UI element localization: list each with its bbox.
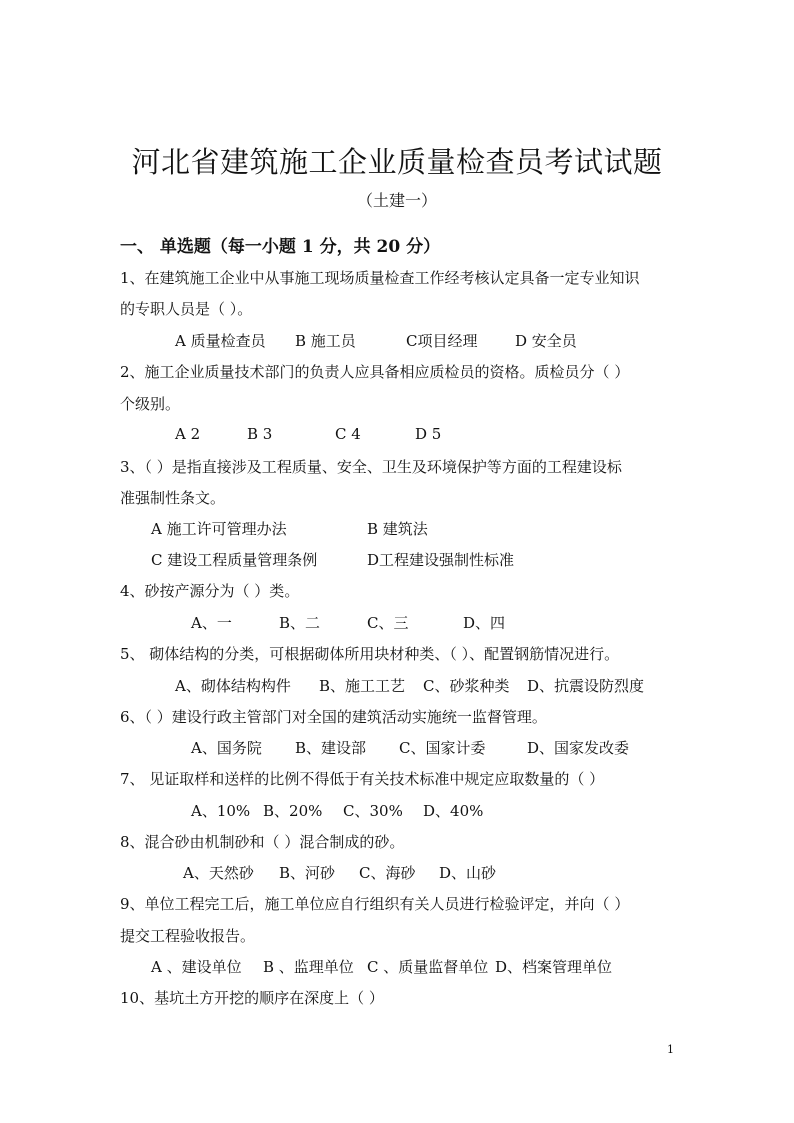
question-3-line-2: 准强制性条文。	[120, 489, 226, 507]
section-heading: 一、 单选题（每一小题 1 分，共 20 分）	[120, 237, 441, 257]
question-4-option-d: D、四	[463, 614, 506, 632]
question-1-option-a: A 质量检查员	[175, 332, 266, 350]
question-9-option-b: B 、监理单位	[263, 958, 354, 976]
question-7-line-1: 7、 见证取样和送样的比例不得低于有关技术标准中规定应取数量的（ ）	[120, 770, 605, 788]
question-4-option-b: B、二	[279, 614, 321, 632]
question-10-line-1: 10、基坑土方开挖的顺序在深度上（ ）	[120, 989, 384, 1007]
question-1-option-d: D 安全员	[515, 332, 577, 350]
question-6-option-a: A、国务院	[191, 739, 262, 757]
question-2-option-a: A 2	[175, 425, 201, 443]
question-9-line-2: 提交工程验收报告。	[120, 927, 256, 945]
question-5-option-a: A、砌体结构构件	[175, 677, 291, 695]
question-6-line-1: 6、（ ）建设行政主管部门对全国的建筑活动实施统一监督管理。	[120, 708, 547, 726]
question-3-line-1: 3、（ ）是指直接涉及工程质量、安全、卫生及环境保护等方面的工程建设标	[120, 458, 622, 476]
question-6-option-d: D、国家发改委	[527, 739, 630, 757]
page-title: 河北省建筑施工企业质量检查员考试试题	[131, 145, 663, 179]
question-3-option-c: C 建设工程质量管理条例	[151, 551, 318, 569]
question-7-option-a: A、10%	[191, 802, 251, 820]
question-5-option-d: D、抗震设防烈度	[527, 677, 645, 695]
question-3-option-a: A 施工许可管理办法	[151, 520, 287, 538]
question-9-option-a: A 、建设单位	[151, 958, 242, 976]
question-2-option-d: D 5	[415, 425, 442, 443]
question-1-option-b: B 施工员	[295, 332, 356, 350]
question-8-line-1: 8、混合砂由机制砂和（ ）混合制成的砂。	[120, 833, 405, 851]
question-3-option-b: B 建筑法	[367, 520, 428, 538]
question-2-line-1: 2、施工企业质量技术部门的负责人应具备相应质检员的资格。质检员分（ ）	[120, 363, 630, 381]
question-4-option-a: A、一	[191, 614, 232, 632]
question-4-option-c: C、三	[367, 614, 409, 632]
question-4-line-1: 4、砂按产源分为（ ）类。	[120, 582, 300, 600]
page-subtitle: （土建一）	[356, 191, 437, 210]
question-3-option-d: D工程建设强制性标准	[367, 551, 515, 569]
question-2-option-c: C 4	[335, 425, 361, 443]
question-7-option-c: C、30%	[343, 802, 403, 820]
question-9-option-c: C 、质量监督单位	[367, 958, 489, 976]
question-6-option-b: B、建设部	[295, 739, 367, 757]
question-5-line-1: 5、 砌体结构的分类，可根据砌体所用块材种类、（ ）、配置钢筋情况进行。	[120, 645, 620, 663]
question-8-option-a: A、天然砂	[183, 864, 254, 882]
question-2-line-2: 个级别。	[120, 395, 181, 413]
question-9-line-1: 9、单位工程完工后，施工单位应自行组织有关人员进行检验评定，并向（ ）	[120, 895, 630, 913]
question-8-option-d: D、山砂	[439, 864, 497, 882]
question-7-option-b: B、20%	[263, 802, 323, 820]
question-9-option-d: D、档案管理单位	[495, 958, 613, 976]
question-5-option-b: B、施工工艺	[319, 677, 406, 695]
question-1-line-2: 的专职人员是（ ）。	[120, 300, 253, 318]
page-number: 1	[667, 1043, 674, 1056]
question-1-line-1: 1、在建筑施工企业中从事施工现场质量检查工作经考核认定具备一定专业知识	[120, 269, 640, 287]
question-5-option-c: C、砂浆种类	[423, 677, 510, 695]
question-2-option-b: B 3	[247, 425, 273, 443]
question-7-option-d: D、40%	[423, 802, 484, 820]
question-8-option-c: C、海砂	[359, 864, 416, 882]
question-1-option-c: C项目经理	[406, 332, 478, 350]
question-8-option-b: B、河砂	[279, 864, 336, 882]
question-6-option-c: C、国家计委	[399, 739, 486, 757]
